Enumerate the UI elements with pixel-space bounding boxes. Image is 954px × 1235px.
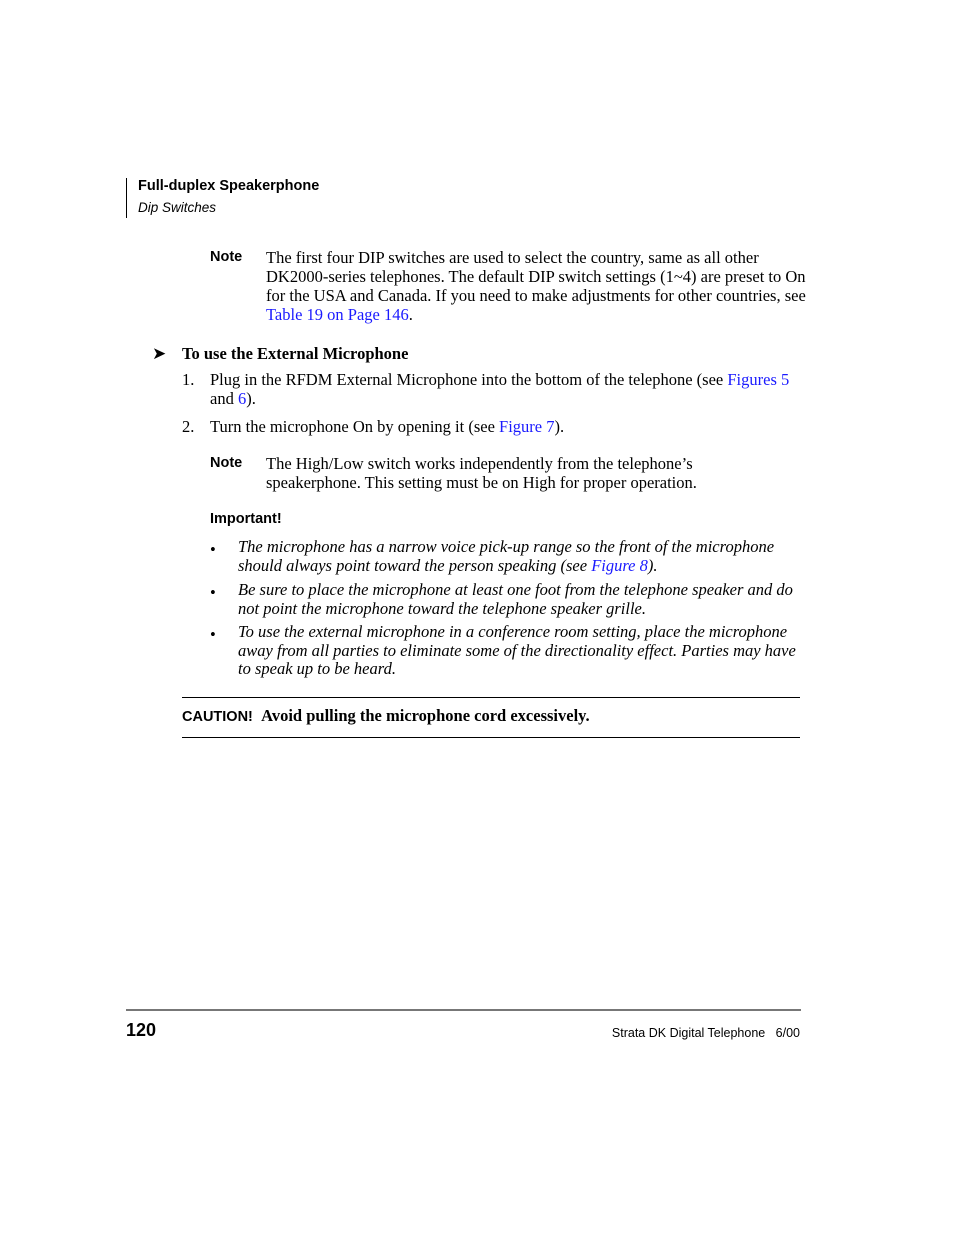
step-number: 1.	[182, 370, 195, 389]
bullet-icon: •	[210, 625, 216, 644]
figure-7-link[interactable]: Figure 7	[499, 417, 555, 436]
caution-top-rule	[182, 697, 800, 698]
note-label: Note	[210, 249, 243, 265]
caution-label: CAUTION!	[182, 709, 253, 725]
footer-rule	[126, 1009, 801, 1011]
note-text	[266, 248, 806, 324]
bullet-icon: •	[210, 540, 216, 559]
table-19-link[interactable]: Table 19 on Page 146	[266, 305, 409, 324]
figure-8-link[interactable]: Figure 8	[591, 555, 648, 575]
step-text	[210, 417, 805, 436]
procedure-title: To use the External Microphone	[182, 344, 409, 363]
note-text: The High/Low switch works independently from the telephone’s speakerphone. This setting must be on High for proper operation.	[266, 454, 697, 492]
page-header-subtitle: Dip Switches	[138, 200, 217, 215]
important-label: Important!	[210, 511, 282, 527]
step-body: Turn the microphone On by opening it (see	[210, 417, 500, 436]
note-end: .	[408, 305, 413, 324]
caution-box	[182, 706, 590, 726]
note-label: Note	[210, 455, 243, 471]
step-end: ).	[246, 389, 256, 408]
figures-5-link[interactable]: Figures 5	[727, 370, 790, 389]
step-text	[210, 370, 805, 408]
note-body: The first four DIP switches are used to select the country, same as all other DK2000-series telephones. The default DIP switch settings (1~4) are preset to On for the USA and Canada. If you need to make adjustments for other countries, see	[266, 248, 806, 305]
procedure-arrow-icon: ➤	[152, 344, 167, 363]
bullet-icon: •	[210, 583, 216, 602]
figure-6-link[interactable]: 6	[237, 389, 247, 408]
bullet-body: The microphone has a narrow voice pick-up range so the front of the microphone should always point toward the person speaking (see	[238, 537, 775, 575]
caution-bottom-rule	[182, 737, 800, 738]
step-body: Plug in the RFDM External Microphone into the bottom of the telephone (see	[210, 370, 728, 389]
page-header-title: Full-duplex Speakerphone	[138, 178, 320, 194]
step-mid: and	[210, 389, 238, 408]
bullet-item: Be sure to place the microphone at least one foot from the telephone speaker and do not point the microphone toward the telephone speaker grille.	[238, 580, 793, 618]
page-number: 120	[126, 1020, 157, 1040]
bullet-item	[238, 538, 808, 575]
bullet-item: To use the external microphone in a conference room setting, place the microphone away from all parties to eliminate some of the directionality effect. Parties may have to speak up to be heard.	[238, 622, 796, 678]
step-number: 2.	[182, 417, 195, 436]
bullet-end: ).	[647, 555, 658, 575]
caution-text: Avoid pulling the microphone cord excessively.	[261, 706, 590, 725]
header-margin-bar	[126, 178, 127, 218]
step-end: ).	[554, 417, 565, 436]
footer-doc-title: Strata DK Digital Telephone 6/00	[611, 1026, 800, 1040]
